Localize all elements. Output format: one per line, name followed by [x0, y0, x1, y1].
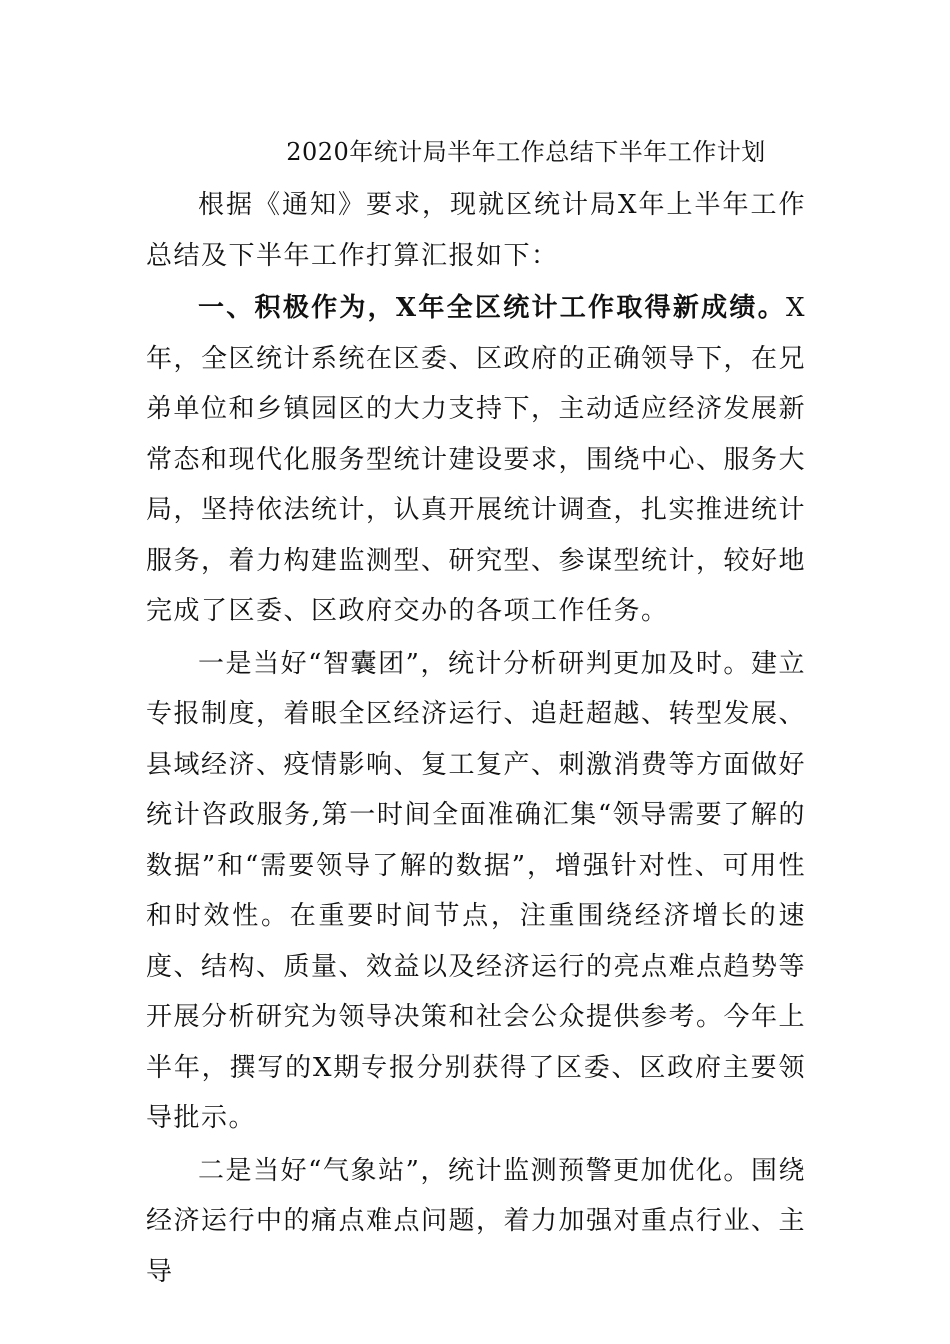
- paragraph-think-tank: 一是当好“智囊团”，统计分析研判更加及时。建立专报制度，着眼全区经济运行、追赶超越、转型发展、县域经济、疫情影响、复工复产、刺激消费等方面做好统计咨政服务,第一时间全面准确汇集“领导需要了解的数据”和“需要领导了解的数据”，增强针对性、可用性和时效性。在重要时间节点，注重围绕经济增长的速度、结构、质量、效益以及经济运行的亮点难点趋势等开展分析研究为领导决策和社会公众提供参考。今年上半年，撰写的X期专报分别获得了区委、区政府主要领导批示。: [146, 648, 807, 1133]
- section-1-heading: 一、积极作为，X年全区统计工作取得新成绩。: [198, 293, 786, 323]
- section-1-paragraph: [146, 283, 806, 637]
- document-title: 2020年统计局半年工作总结下半年工作计划: [286, 138, 766, 166]
- paragraph-weather-station: 二是当好“气象站”，统计监测预警更加优化。围绕经济运行中的痛点难点问题，着力加强对重点行业、主导: [146, 1155, 807, 1287]
- section-1-body: X年，全区统计系统在区委、区政府的正确领导下，在兄弟单位和乡镇园区的大力支持下，主动适应经济发展新常态和现代化服务型统计建设要求，围绕中心、服务大局，坚持依法统计，认真开展统计调查，扎实推进统计服务，着力构建监测型、研究型、参谋型统计，较好地完成了区委、区政府交办的各项工作任务。: [146, 293, 807, 626]
- document-page: [146, 128, 806, 1297]
- intro-paragraph: 根据《通知》要求，现就区统计局X年上半年工作总结及下半年工作打算汇报如下：: [146, 190, 806, 271]
